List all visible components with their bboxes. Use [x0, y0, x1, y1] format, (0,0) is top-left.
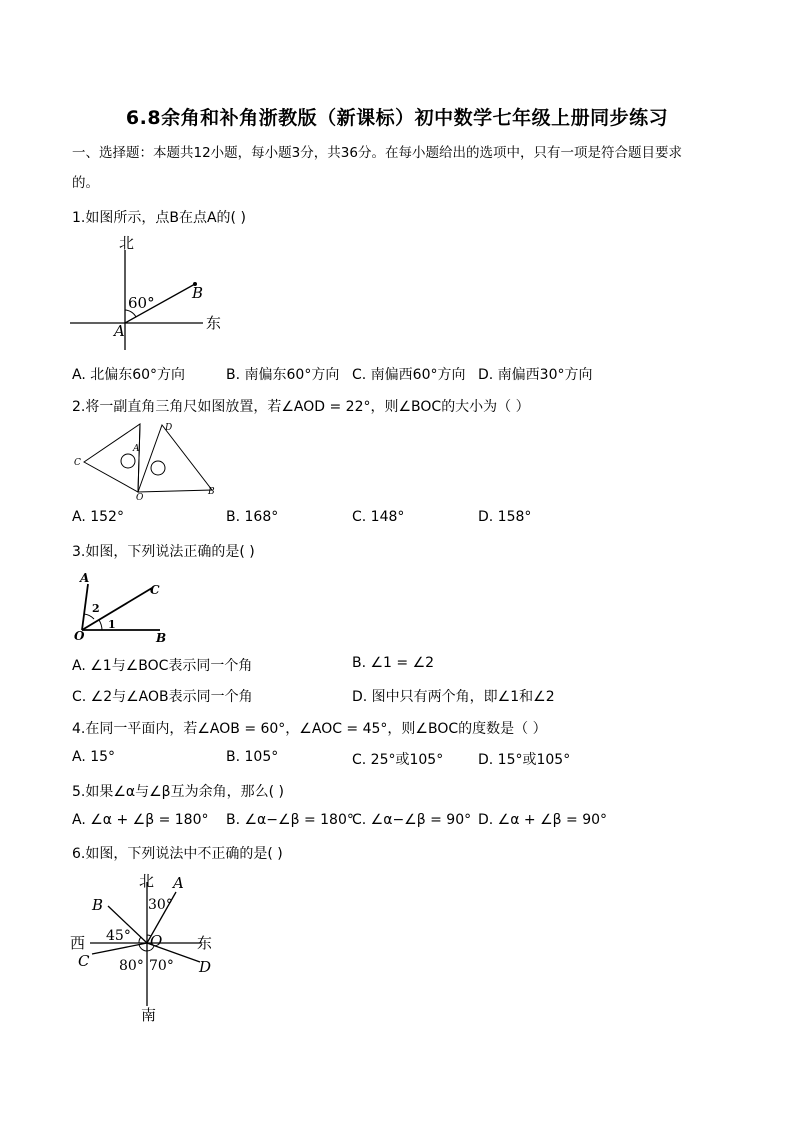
- q3-option-d[interactable]: D. 图中只有两个角，即∠1和∠2: [352, 689, 555, 705]
- q2-point-o: O: [136, 493, 144, 502]
- q6-angle-70: 70°: [149, 958, 174, 974]
- q6-angle-80: 80°: [119, 958, 144, 974]
- q3-point-o: O: [74, 629, 85, 643]
- q6-north-label: 北: [139, 872, 155, 890]
- q4-option-b[interactable]: B. 105°: [226, 749, 279, 765]
- q6-point-o: O: [150, 932, 163, 950]
- q1-option-d[interactable]: D. 南偏西30°方向: [478, 367, 593, 383]
- question-6-figure: [66, 872, 226, 1030]
- q4-option-a[interactable]: A. 15°: [72, 749, 116, 765]
- section-line-1: 一、选择题：本题共12小题，每小题3分，共36分。在每小题给出的选项中，只有一项是符合题目要求: [72, 145, 682, 161]
- section-line-2: 的。: [72, 175, 99, 191]
- q1-point-a: A: [114, 322, 125, 340]
- q6-point-b: B: [92, 896, 104, 914]
- section-header: [72, 138, 732, 198]
- q2-option-d[interactable]: D. 158°: [478, 509, 532, 525]
- q5-option-d[interactable]: D. ∠α + ∠β = 90°: [478, 812, 608, 828]
- q5-option-c[interactable]: C. ∠α−∠β = 90°: [352, 812, 472, 828]
- q6-south-label: 南: [141, 1006, 157, 1024]
- q2-point-a: A: [133, 444, 140, 454]
- q1-option-c[interactable]: C. 南偏西60°方向: [352, 367, 466, 383]
- q2-point-c: C: [74, 458, 81, 468]
- q3-point-b: B: [156, 631, 167, 644]
- question-4-stem: 4.在同一平面内，若∠AOB = 60°，∠AOC = 45°，则∠BOC的度数是（ ）: [72, 721, 547, 737]
- q6-point-a: A: [173, 874, 184, 892]
- q2-point-d: D: [165, 423, 173, 433]
- question-1-stem: 1.如图所示，点B在点A的( ): [72, 210, 246, 226]
- q6-angle-30: 30°: [148, 897, 173, 913]
- question-1-figure: [68, 232, 228, 354]
- question-6-stem: 6.如图，下列说法中不正确的是( ): [72, 846, 283, 862]
- question-3-figure: [72, 566, 172, 644]
- q1-option-b[interactable]: B. 南偏东60°方向: [226, 367, 340, 383]
- q6-point-c: C: [78, 952, 90, 970]
- q6-angle-45: 45°: [106, 928, 131, 944]
- q1-option-a[interactable]: A. 北偏东60°方向: [72, 367, 186, 383]
- q3-point-a: A: [80, 571, 90, 585]
- q3-option-a[interactable]: A. ∠1与∠BOC表示同一个角: [72, 658, 253, 674]
- q2-point-b: B: [208, 487, 215, 497]
- q3-point-c: C: [150, 583, 160, 597]
- question-5-stem: 5.如果∠α与∠β互为余角，那么( ): [72, 784, 284, 800]
- q3-angle-2: 2: [92, 602, 100, 615]
- q3-option-b[interactable]: B. ∠1 = ∠2: [352, 655, 435, 671]
- q5-option-b[interactable]: B. ∠α−∠β = 180°: [226, 812, 354, 828]
- q2-option-c[interactable]: C. 148°: [352, 509, 405, 525]
- q1-north-label: 北: [119, 234, 135, 252]
- question-3-stem: 3.如图，下列说法正确的是( ): [72, 544, 255, 560]
- q5-option-a[interactable]: A. ∠α + ∠β = 180°: [72, 812, 209, 828]
- q6-west-label: 西: [70, 934, 86, 952]
- page-title: 6.8余角和补角浙教版（新课标）初中数学七年级上册同步练习: [125, 107, 669, 129]
- q2-option-b[interactable]: B. 168°: [226, 509, 279, 525]
- q1-angle-label: 60°: [128, 294, 155, 312]
- q1-point-b: B: [192, 284, 204, 302]
- q2-option-a[interactable]: A. 152°: [72, 509, 124, 525]
- q6-east-label: 东: [197, 934, 213, 952]
- q1-east-label: 东: [206, 314, 222, 332]
- question-2-stem: 2.将一副直角三角尺如图放置，若∠AOD = 22°，则∠BOC的大小为（ ）: [72, 399, 530, 415]
- q3-option-c[interactable]: C. ∠2与∠AOB表示同一个角: [72, 689, 253, 705]
- q6-point-d: D: [199, 958, 212, 976]
- q4-option-c[interactable]: C. 25°或105°: [352, 752, 444, 768]
- q3-angle-1: 1: [108, 618, 116, 631]
- q4-option-d[interactable]: D. 15°或105°: [478, 752, 571, 768]
- question-2-figure: [70, 420, 222, 502]
